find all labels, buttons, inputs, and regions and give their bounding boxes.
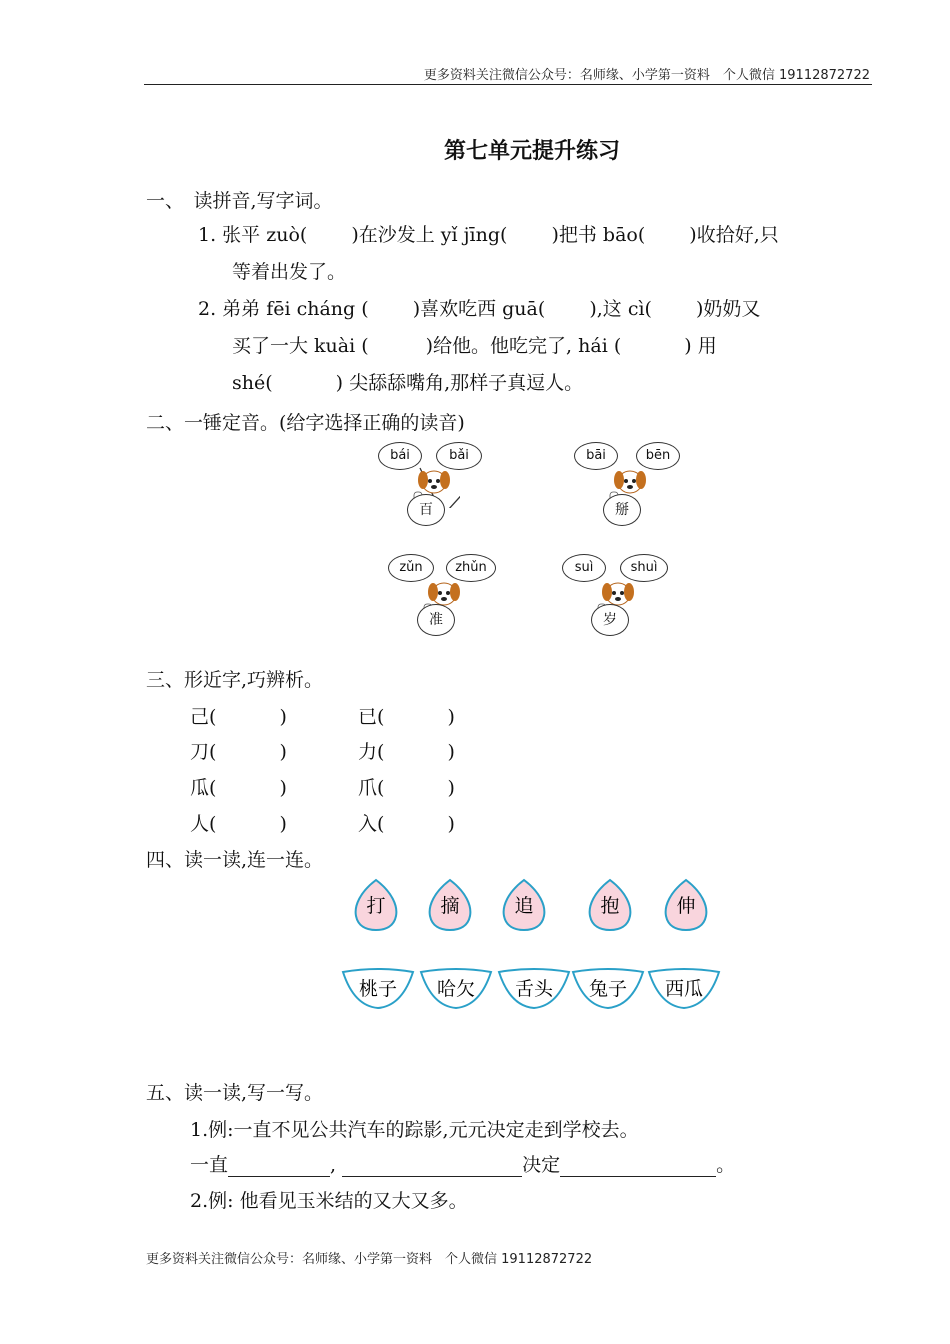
s5-example-2: 2.例: 他看见玉米结的又大又多。 [190, 1190, 468, 1212]
noun-leaf[interactable] [496, 968, 572, 1010]
similar-char-a-1: 己( ) [190, 706, 287, 728]
noun-leaf[interactable] [646, 968, 722, 1010]
similar-char-b-2: 力( ) [358, 741, 455, 763]
s1-q2-line1: 2. 弟弟 fēi cháng ( )喜欢吃西 guā( ),这 cì( )奶奶又 [198, 298, 761, 320]
header-rule [144, 84, 872, 85]
noun-label: 西瓜 [664, 978, 704, 1000]
verb-drop[interactable] [500, 878, 548, 932]
pinyin-choice-3 [388, 552, 498, 642]
verb-drop[interactable] [662, 878, 710, 932]
section-5-heading: 五、读一读,写一写。 [146, 1082, 324, 1104]
similar-char-a-4: 人( ) [190, 813, 287, 835]
pinyin-option-right[interactable]: bǎi [436, 442, 482, 470]
s1-q1-line1: 1. 张平 zuò( )在沙发上 yǐ jīng( )把书 bāo( )收拾好,只 [198, 224, 779, 246]
pinyin-choice-4 [562, 552, 672, 642]
s1-q2-line3: shé( ) 尖舔舔嘴角,那样子真逗人。 [232, 372, 584, 394]
noun-leaf[interactable] [418, 968, 494, 1010]
verb-drop[interactable] [426, 878, 474, 932]
pinyin-option-right[interactable]: zhǔn [446, 554, 496, 582]
pinyin-option-left[interactable]: bāi [574, 442, 618, 470]
verb-label: 打 [366, 895, 386, 917]
similar-char-b-1: 已( ) [358, 706, 455, 728]
s1-q1-line2: 等着出发了。 [232, 261, 347, 283]
pinyin-option-left[interactable]: suì [562, 554, 606, 582]
pinyin-option-right[interactable]: bēn [636, 442, 680, 470]
answer-blank-2[interactable] [342, 1154, 522, 1177]
noun-label: 桃子 [358, 978, 398, 1000]
similar-char-b-4: 入( ) [358, 813, 455, 835]
noun-label: 哈欠 [436, 978, 476, 1000]
verb-label: 追 [514, 895, 534, 917]
header-text: 更多资料关注微信公众号：名师缘、小学第一资料 个人微信 19112872722 [423, 68, 870, 83]
target-character: 准 [417, 604, 455, 636]
pinyin-choice-2 [574, 440, 684, 530]
section-1-heading: 一、 读拼音,写字词。 [146, 190, 333, 212]
pinyin-option-left[interactable]: zǔn [388, 554, 434, 582]
similar-char-a-2: 刀( ) [190, 741, 287, 763]
similar-char-b-3: 爪( ) [358, 777, 455, 799]
fill-comma: , [330, 1154, 337, 1176]
section-4-heading: 四、读一读,连一连。 [146, 849, 324, 871]
pinyin-choice-1 [378, 440, 488, 530]
fill-prefix: 一直 [190, 1154, 229, 1176]
s5-example-1: 1.例:一直不见公共汽车的踪影,元元决定走到学校去。 [190, 1119, 639, 1141]
verb-label: 摘 [440, 895, 460, 917]
section-2-heading: 二、一锤定音。(给字选择正确的读音) [146, 412, 465, 434]
footer-text: 更多资料关注微信公众号：名师缘、小学第一资料 个人微信 19112872722 [146, 1252, 593, 1267]
page-title: 第七单元提升练习 [443, 139, 620, 164]
target-character: 百 [407, 494, 445, 526]
fill-end: 。 [716, 1154, 736, 1176]
noun-leaf[interactable] [340, 968, 416, 1010]
target-character: 岁 [591, 604, 629, 636]
verb-drop[interactable] [586, 878, 634, 932]
pinyin-option-left[interactable]: bái [378, 442, 422, 470]
verb-drop[interactable] [352, 878, 400, 932]
verb-label: 抱 [600, 895, 620, 917]
verb-label: 伸 [676, 895, 696, 917]
answer-blank-1[interactable] [228, 1154, 330, 1177]
section-3-heading: 三、形近字,巧辨析。 [146, 669, 324, 691]
s1-q2-line2: 买了一大 kuài ( )给他。他吃完了, hái ( ) 用 [232, 335, 717, 357]
target-character: 掰 [603, 494, 641, 526]
noun-label: 兔子 [588, 978, 628, 1000]
pinyin-option-right[interactable]: shuì [620, 554, 668, 582]
s5-fill-line [190, 1150, 735, 1177]
fill-decide: 决定 [522, 1154, 561, 1176]
noun-leaf[interactable] [570, 968, 646, 1010]
noun-row [340, 968, 740, 1014]
verb-row [340, 878, 740, 938]
similar-char-a-3: 瓜( ) [190, 777, 287, 799]
answer-blank-3[interactable] [560, 1154, 716, 1177]
noun-label: 舌头 [514, 978, 554, 1000]
